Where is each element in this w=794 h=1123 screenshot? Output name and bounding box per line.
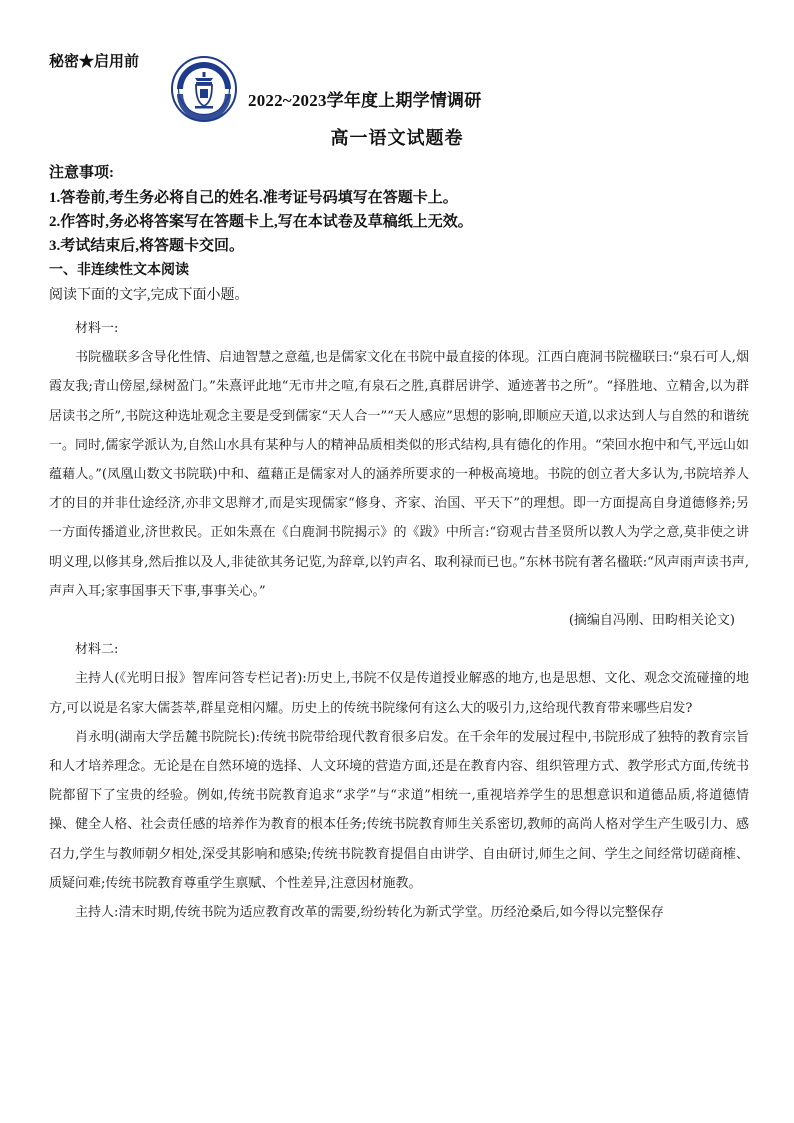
note-item: 2.作答时,务必将答案写在答题卡上,写在本试卷及草稿纸上无效。	[49, 214, 473, 230]
section-instruction: 阅读下面的文字,完成下面小题。	[49, 288, 249, 303]
material-label: 材料一:	[75, 321, 119, 336]
section-title: 一、非连续性文本阅读	[49, 263, 189, 278]
material-paragraph: 主持人(《光明日报》智库问答专栏记者):历史上,书院不仅是传道授业解惑的地方,也是思想、文化、观念交流碰撞的地方,可以说是名家大儒荟萃,群星竞相闪耀。历史上的传统书院缘何有这么大的吸引力,这给现代教育带来哪些启发?	[49, 671, 749, 716]
material-paragraph: 书院楹联多含导化性情、启迪智慧之意蕴,也是儒家文化在书院中最直接的体现。江西白鹿洞书院楹联曰:“泉石可人,烟霞友我;青山傍屋,绿树盈门。”朱熹评此地“无市井之喧,有泉石之胜,真群居讲学、遁迹著书之所”。“择胜地、立精舍,以为群居读书之所”,书院这种选址观念主要是受到儒家“天人合一”“天人感应”思想的影响,即顺应天道,以求达到人与自然的和谐统一。同时,儒家学派认为,自然山水具有某种与人的精神品质相类似的形式结构,具有德化的作用。“荣回水抱中和气,平远山如蕴藉人。”(凤凰山数文书院联)中和、蕴藉正是儒家对人的涵养所要求的一种极高境地。书院的创立者大多认为,书院培养人才的目的并非仕途经济,亦非文思辩才,而是实现儒家“修身、齐家、治国、平天下”的理想。即一方面提高自身道德修养;另一方面传播道业,济世救民。正如朱熹在《白鹿洞书院揭示》的《跋》中所言:“窃观古昔圣贤所以教人为学之意,莫非使之讲明义理,以修其身,然后推以及人,非徒欲其务记览,为辞章,以钓声名、取利禄而已也。”东林书院有著名楹联:“风声雨声读书声,声声入耳;家事国事天下事,事事关心。”	[49, 350, 749, 599]
note-item: 3.考试结束后,将答题卡交回。	[49, 238, 245, 254]
school-emblem-icon	[171, 56, 237, 122]
notes-heading: 注意事项:	[49, 165, 114, 181]
reading-text	[49, 314, 749, 927]
exam-subtitle: 高一语文试题卷	[330, 128, 464, 148]
material-paragraph: 肖永明(湖南大学岳麓书院院长):传统书院带给现代教育很多启发。在千余年的发展过程中,书院形成了独特的教育宗旨和人才培养理念。无论是在自然环境的选择、人文环境的营造方面,还是在教育内容、组织管理方式、教学形式方面,传统书院都留下了宝贵的经验。例如,传统书院教育追求“求学”与“求道”相统一,重视培养学生的思想意识和道德品质,将道德情操、健全人格、社会责任感的培养作为教育的根本任务;传统书院教育师生关系密切,教师的高尚人格对学生产生吸引力、感召力,学生与教师朝夕相处,深受其影响和感染;传统书院教育提倡自由讲学、自由研讨,师生之间、学生之间经常切磋商榷、质疑问难;传统书院教育尊重学生禀赋、个性差异,注意因材施教。	[49, 729, 749, 891]
material-source: (摘编自冯刚、田畇相关论文)	[568, 613, 735, 629]
exam-title: 2022~2023学年度上期学情调研	[248, 91, 482, 110]
note-item: 1.答卷前,考生务必将自己的姓名.准考证号码填写在答题卡上。	[49, 190, 458, 206]
material-paragraph: 主持人:清末时期,传统书院为适应教育改革的需要,纷纷转化为新式学堂。历经沧桑后,如今得以完整保存	[75, 905, 664, 921]
confidential-label: 秘密★启用前	[49, 54, 140, 70]
material-label: 材料二:	[75, 642, 119, 658]
